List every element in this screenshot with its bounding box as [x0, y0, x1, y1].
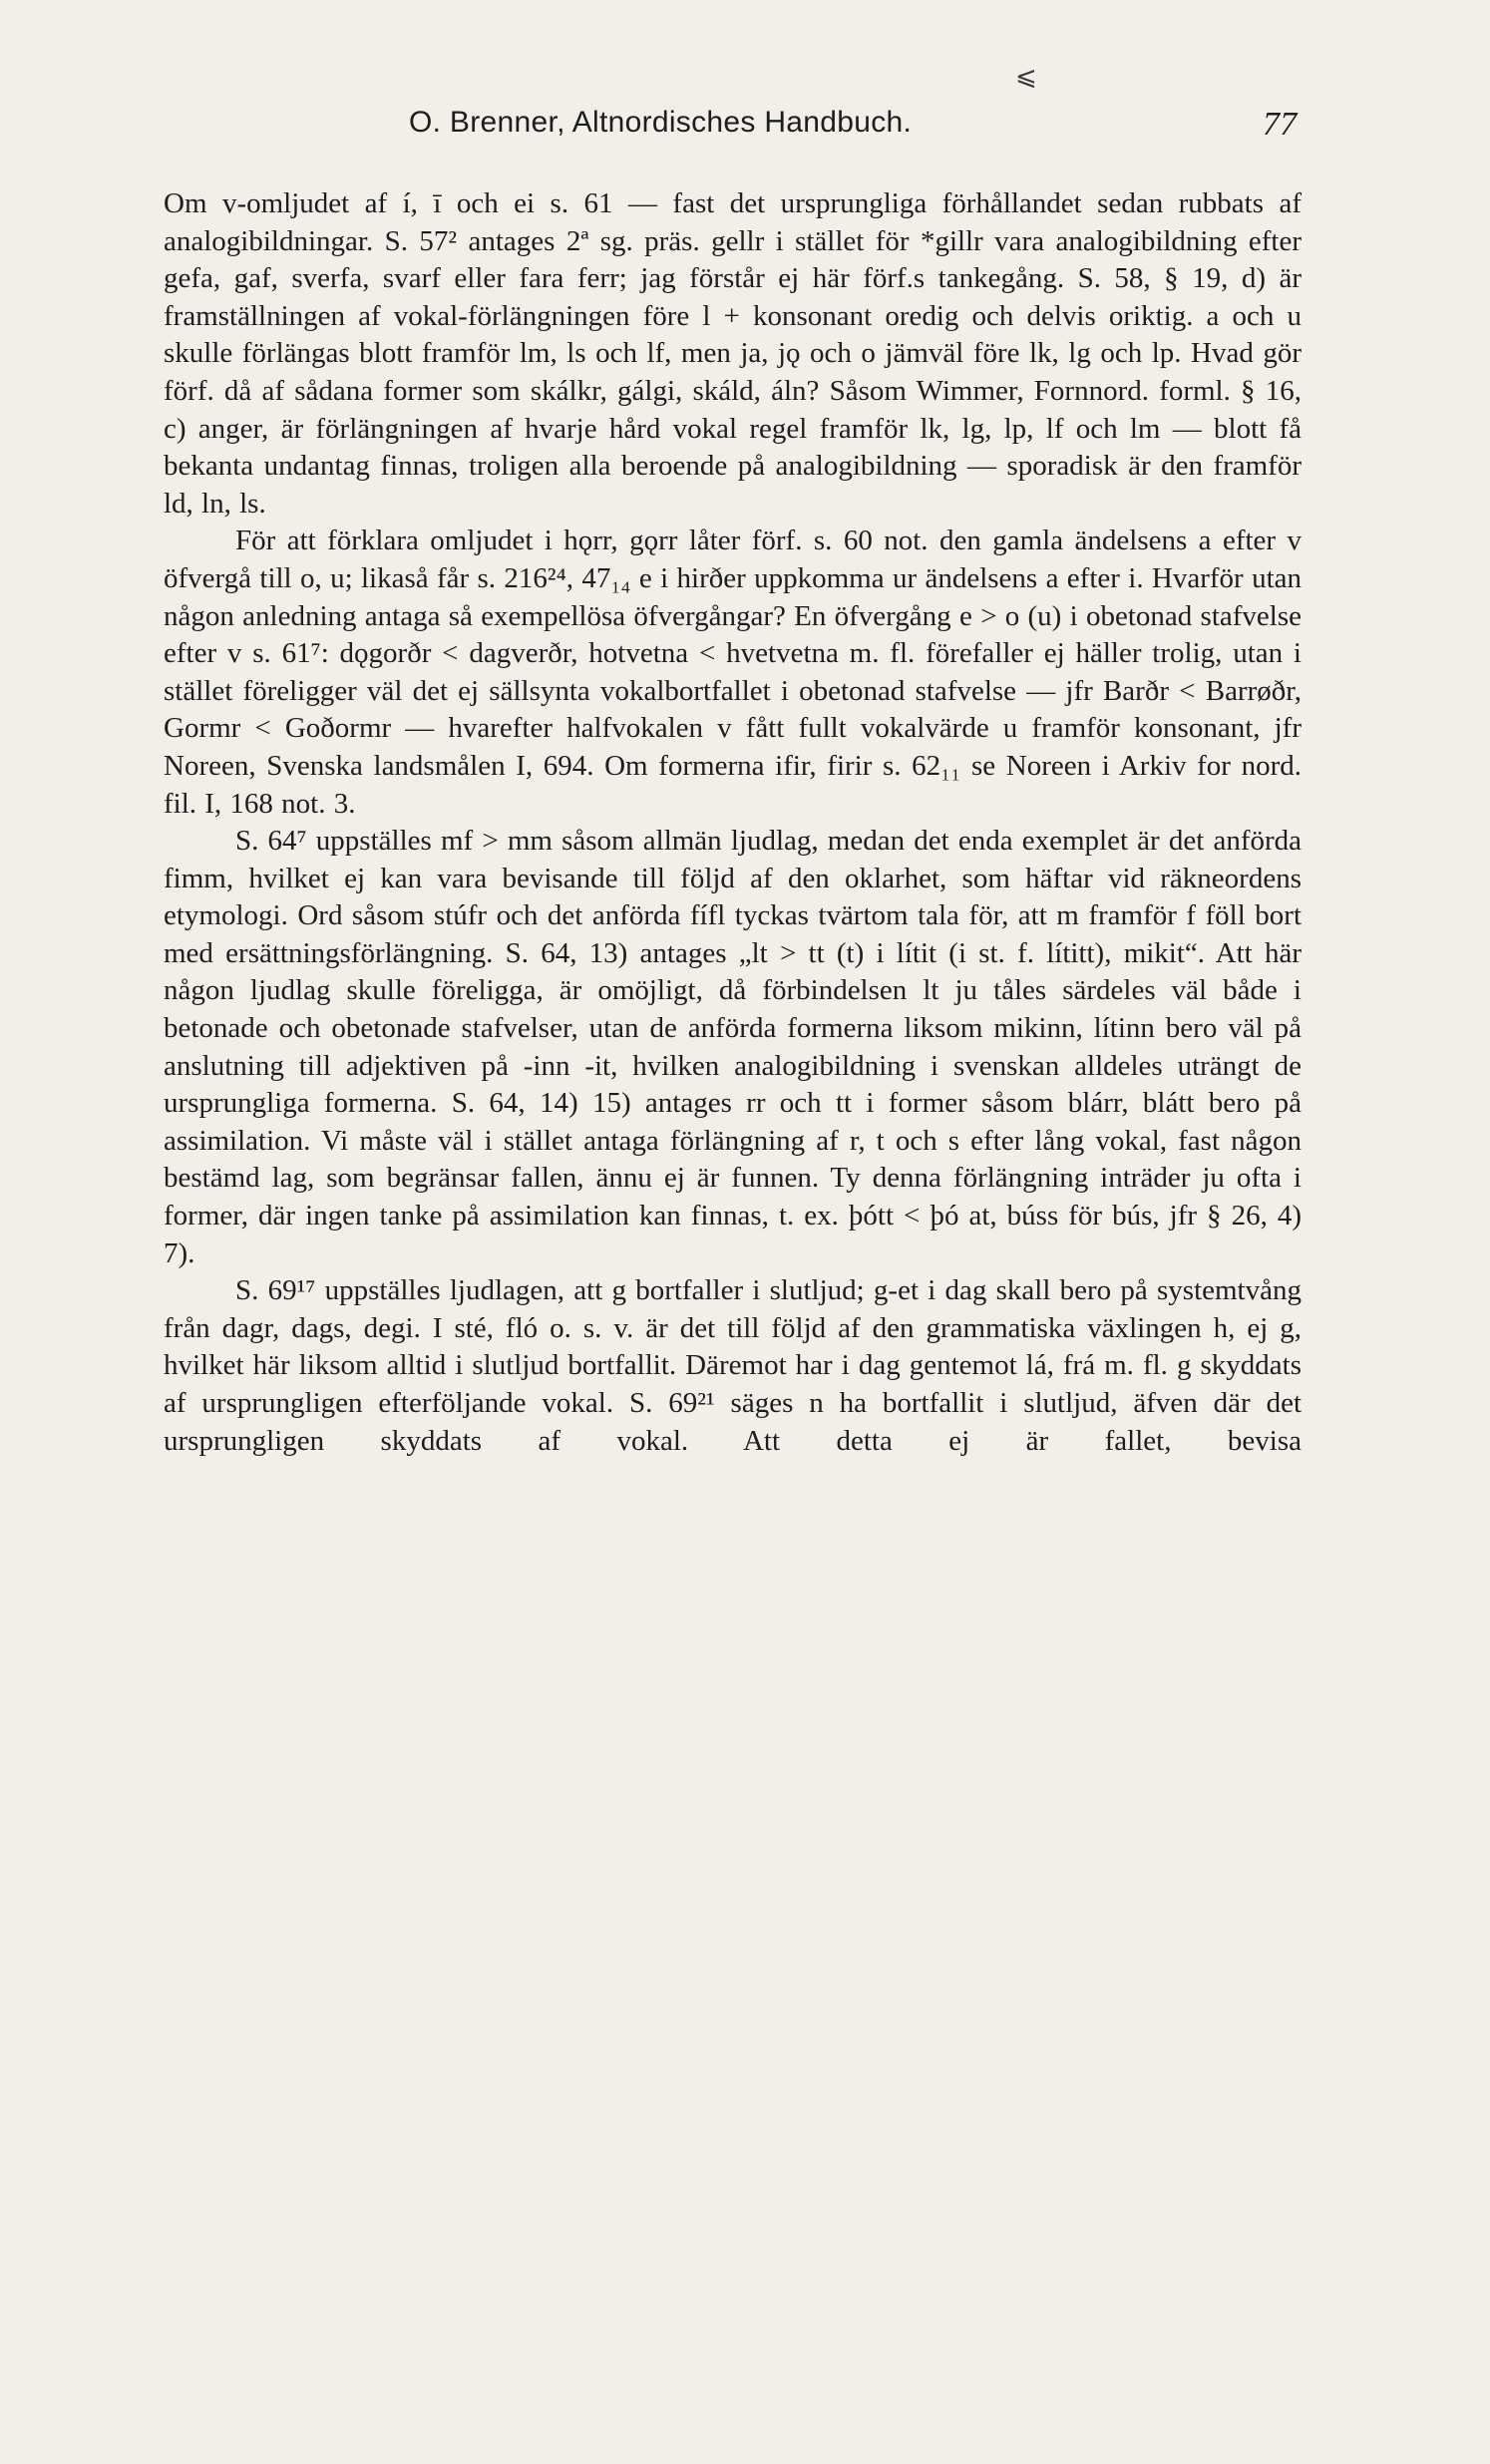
header-title: O. Brenner, Altnordisches Handbuch.: [409, 106, 913, 139]
paragraph-1: Om v-omljudet af í, ī och ei s. 61 — fast det ursprungliga förhållandet sedan rubbats af analogibildningar. S. 57² antages 2ª sg. präs. gellr i stället för *gillr vara analogibildning efter gefa, gaf, sverfa, svarf eller fara ferr; jag förstår ej här förf.s tankegång. S. 58, § 19, d) är framställningen af vokal-förlängningen före l + konsonant oredig och delvis oriktig. a och u skulle förlängas blott framför lm, ls och lf, men ja, jǫ och o jämväl före lk, lg och lp. Hvad gör förf. då af sådana former som skálkr, gálgi, skáld, áln? Såsom Wimmer, Fornnord. forml. § 16, c) anger, är förlängningen af hvarje hård vokal regel framför lk, lg, lp, lf och lm — blott få bekanta undantag finnas, troligen alla beroende på analogibildning — sporadisk är den framför ld, ln, ls.: [164, 187, 1302, 520]
body-text: [164, 185, 1302, 1460]
paragraph-3: S. 64⁷ uppställes mf > mm såsom allmän ljudlag, medan det enda exemplet är det anförda fimm, hvilket ej kan vara bevisande till följd af den oklarhet, som häftar vid räkneordens etymologi. Ord såsom stúfr och det anförda fífl tyckas tvärtom tala för, att m framför f föll bort med ersättningsförlängning. S. 64, 13) antages „lt > tt (t) i lítit (i st. f. lítitt), mikit“. Att här någon ljudlag skulle föreligga, är omöjligt, då förbindelsen lt ju tåles särdeles väl både i betonade och obetonade stafvelser, utan de anförda formerna liksom mikinn, lítinn bero väl på anslutning till adjektiven på -inn -it, hvilken analogibildning i svenskan alldeles uträngt de ursprungliga formerna. S. 64, 14) 15) antages rr och tt i former såsom blárr, blátt bero på assimilation. Vi måste väl i stället antaga förlängning af r, t och s efter lång vokal, fast någon bestämd lag, som begränsar fallen, ännu ej är funnen. Ty denna förlängning inträder ju ofta i former, där ingen tanke på assimilation kan finnas, t. ex. þótt < þó at, búss för bús, jfr § 26, 4) 7).: [164, 825, 1302, 1269]
paragraph-2: För att förklara omljudet i hǫrr, gǫrr låter förf. s. 60 not. den gamla ändelsens a efter v öfvergå till o, u; likaså får s. 216²⁴, 47₁₄ e i hirðer uppkomma ur ändelsens a efter i. Hvarför utan någon anledning antaga så exempellösa öfvergångar? En öfvergång e > o (u) i obetonad stafvelse efter v s. 61⁷: dǫgorðr < dagverðr, hotvetna < hvetvetna m. fl. förefaller ej häller trolig, utan i stället föreligger väl det ej sällsynta vokalbortfallet i obetonad stafvelse — jfr Barðr < Barrøðr, Gormr < Goðormr — hvarefter halfvokalen v fått fullt vokalvärde u framför konsonant, jfr Noreen, Svenska landsmålen I, 694. Om formerna ifir, firir s. 62₁₁ se Noreen i Arkiv for nord. fil. I, 168 not. 3.: [164, 525, 1302, 820]
running-header: [409, 106, 1306, 146]
paragraph-4: S. 69¹⁷ uppställes ljudlagen, att g bortfaller i slutljud; g-et i dag skall bero på systemtvång från dagr, dags, degi. I sté, fló o. s. v. är det till följd af den grammatiska växlingen h, ej g, hvilket här liksom alltid i slutljud bortfallit. Däremot har i dag gentemot lá, frá m. fl. g skyddats af ursprungligen efterföljande vokal. S. 69²¹ säges n ha bortfallit i slutljud, äfven där det ursprungligen skyddats af vokal. Att detta ej är fallet, bevisa: [164, 1274, 1302, 1457]
printer-mark: ⩽: [1015, 62, 1037, 92]
page-number: 77: [1263, 106, 1298, 143]
